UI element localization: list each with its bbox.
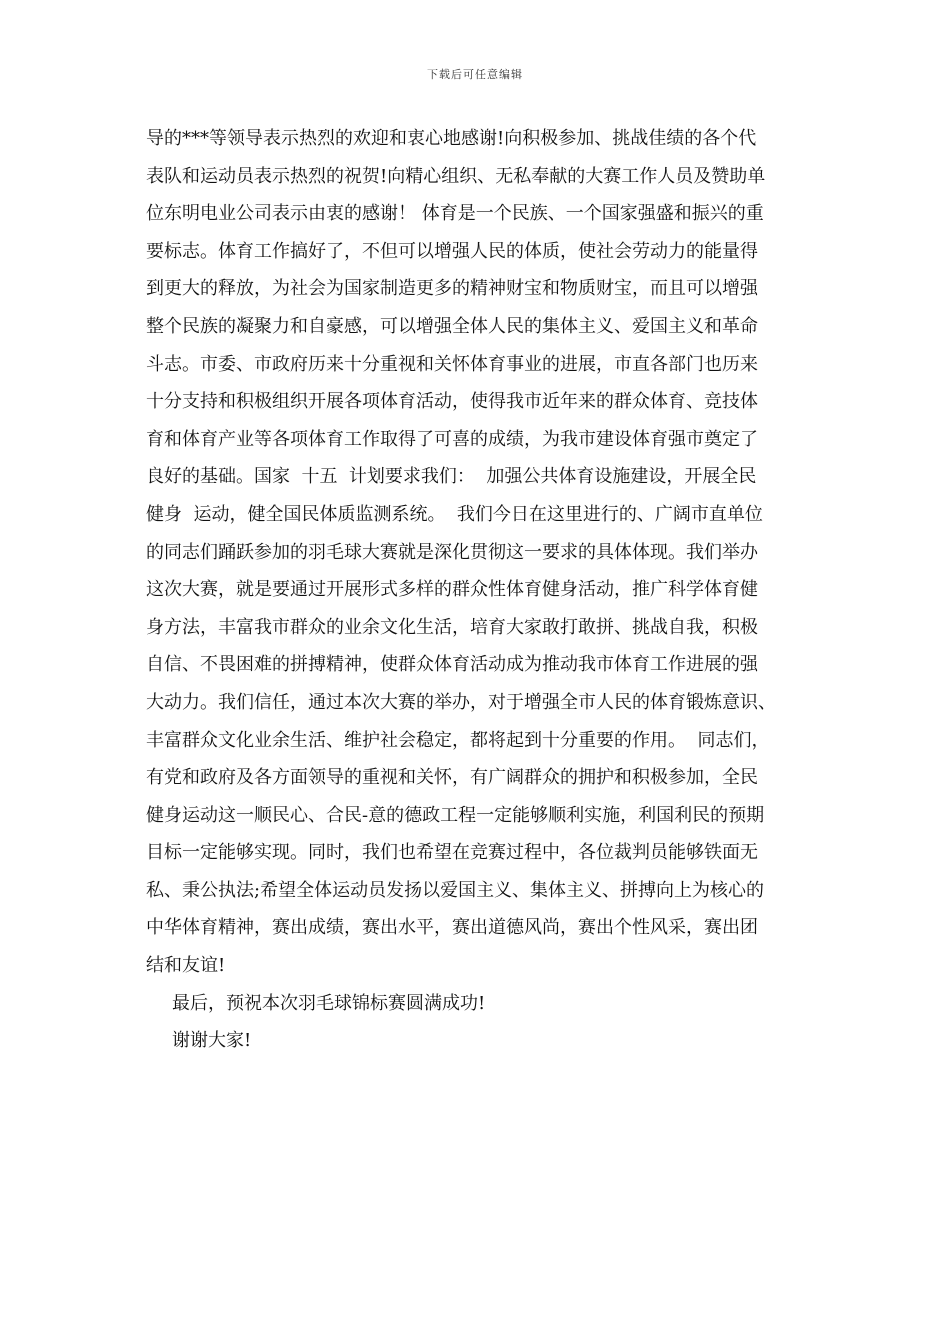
text-line: 结和友谊!: [146, 955, 226, 977]
text-line: 到更大的释放，为社会为国家制造更多的精神财宝和物质财宝，而且可以增强: [146, 278, 758, 300]
text-line: 要标志。体育工作搞好了，不但可以增强人民的体质，使社会劳动力的能量得: [146, 240, 758, 262]
text-line: 这次大赛，就是要通过开展形式多样的群众性体育健身活动，推广科学体育健: [146, 579, 758, 601]
text-line: 有党和政府及各方面领导的重视和关怀，有广阔群众的拥护和积极参加，全民: [146, 767, 758, 789]
text-line: 的同志们踊跃参加的羽毛球大赛就是深化贯彻这一要求的具体体现。我们举办: [146, 541, 758, 563]
text-line: 十分支持和积极组织开展各项体育活动，使得我市近年来的群众体育、竞技体: [146, 391, 758, 413]
text-line: 斗志。市委、市政府历来十分重视和关怀体育事业的进展，市直各部门也历来: [146, 353, 758, 375]
text-line: 丰富群众文化业余生活、维护社会稳定，都将起到十分重要的作用。 同志们，: [146, 729, 770, 751]
speech-body: [146, 120, 826, 1060]
text-line: 健身运动这一顺民心、合民-意的德政工程一定能够顺利实施，利国利民的预期: [146, 804, 765, 826]
text-line: 目标一定能够实现。同时，我们也希望在竞赛过程中，各位裁判员能够铁面无: [146, 842, 758, 864]
text-line: 中华体育精神，赛出成绩，赛出水平，赛出道德风尚，赛出个性风采，赛出团: [146, 917, 758, 939]
text-line: 大动力。我们信任，通过本次大赛的举办，对于增强全市人民的体育锻炼意识、: [146, 691, 776, 713]
page-header-note: 下载后可任意编辑: [427, 68, 523, 81]
text-line: 表队和运动员表示热烈的祝贺!向精心组织、无私奉献的大赛工作人员及赞助单: [146, 165, 766, 187]
text-line: 身方法，丰富我市群众的业余文化生活，培育大家敢打敢拼、挑战自我，积极: [146, 616, 758, 638]
text-line: 自信、不畏困难的拼搏精神，使群众体育活动成为推动我市体育工作进展的强: [146, 654, 758, 676]
closing-thanks: 谢谢大家!: [172, 1030, 252, 1052]
text-line: 整个民族的凝聚力和自豪感，可以增强全体人民的集体主义、爱国主义和革命: [146, 315, 758, 337]
text-line: 位东明电业公司表示由衷的感谢！ 体育是一个民族、一个国家强盛和振兴的重: [146, 203, 764, 225]
text-line: 健身 运动，健全国民体质监测系统。 我们今日在这里进行的、广阔市直单位: [146, 503, 763, 525]
text-line: 私、秉公执法;希望全体运动员发扬以爱国主义、集体主义、拼搏向上为核心的: [146, 879, 765, 901]
text-line: 良好的基础。国家 十五 计划要求我们： 加强公共体育设施建设，开展全民: [146, 466, 757, 488]
text-line: 育和体育产业等各项体育工作取得了可喜的成绩，为我市建设体育强市奠定了: [146, 428, 758, 450]
closing-wish: 最后，预祝本次羽毛球锦标赛圆满成功!: [172, 992, 486, 1014]
text-line: 导的***等领导表示热烈的欢迎和衷心地感谢!向积极参加、挑战佳绩的各个代: [146, 128, 757, 149]
